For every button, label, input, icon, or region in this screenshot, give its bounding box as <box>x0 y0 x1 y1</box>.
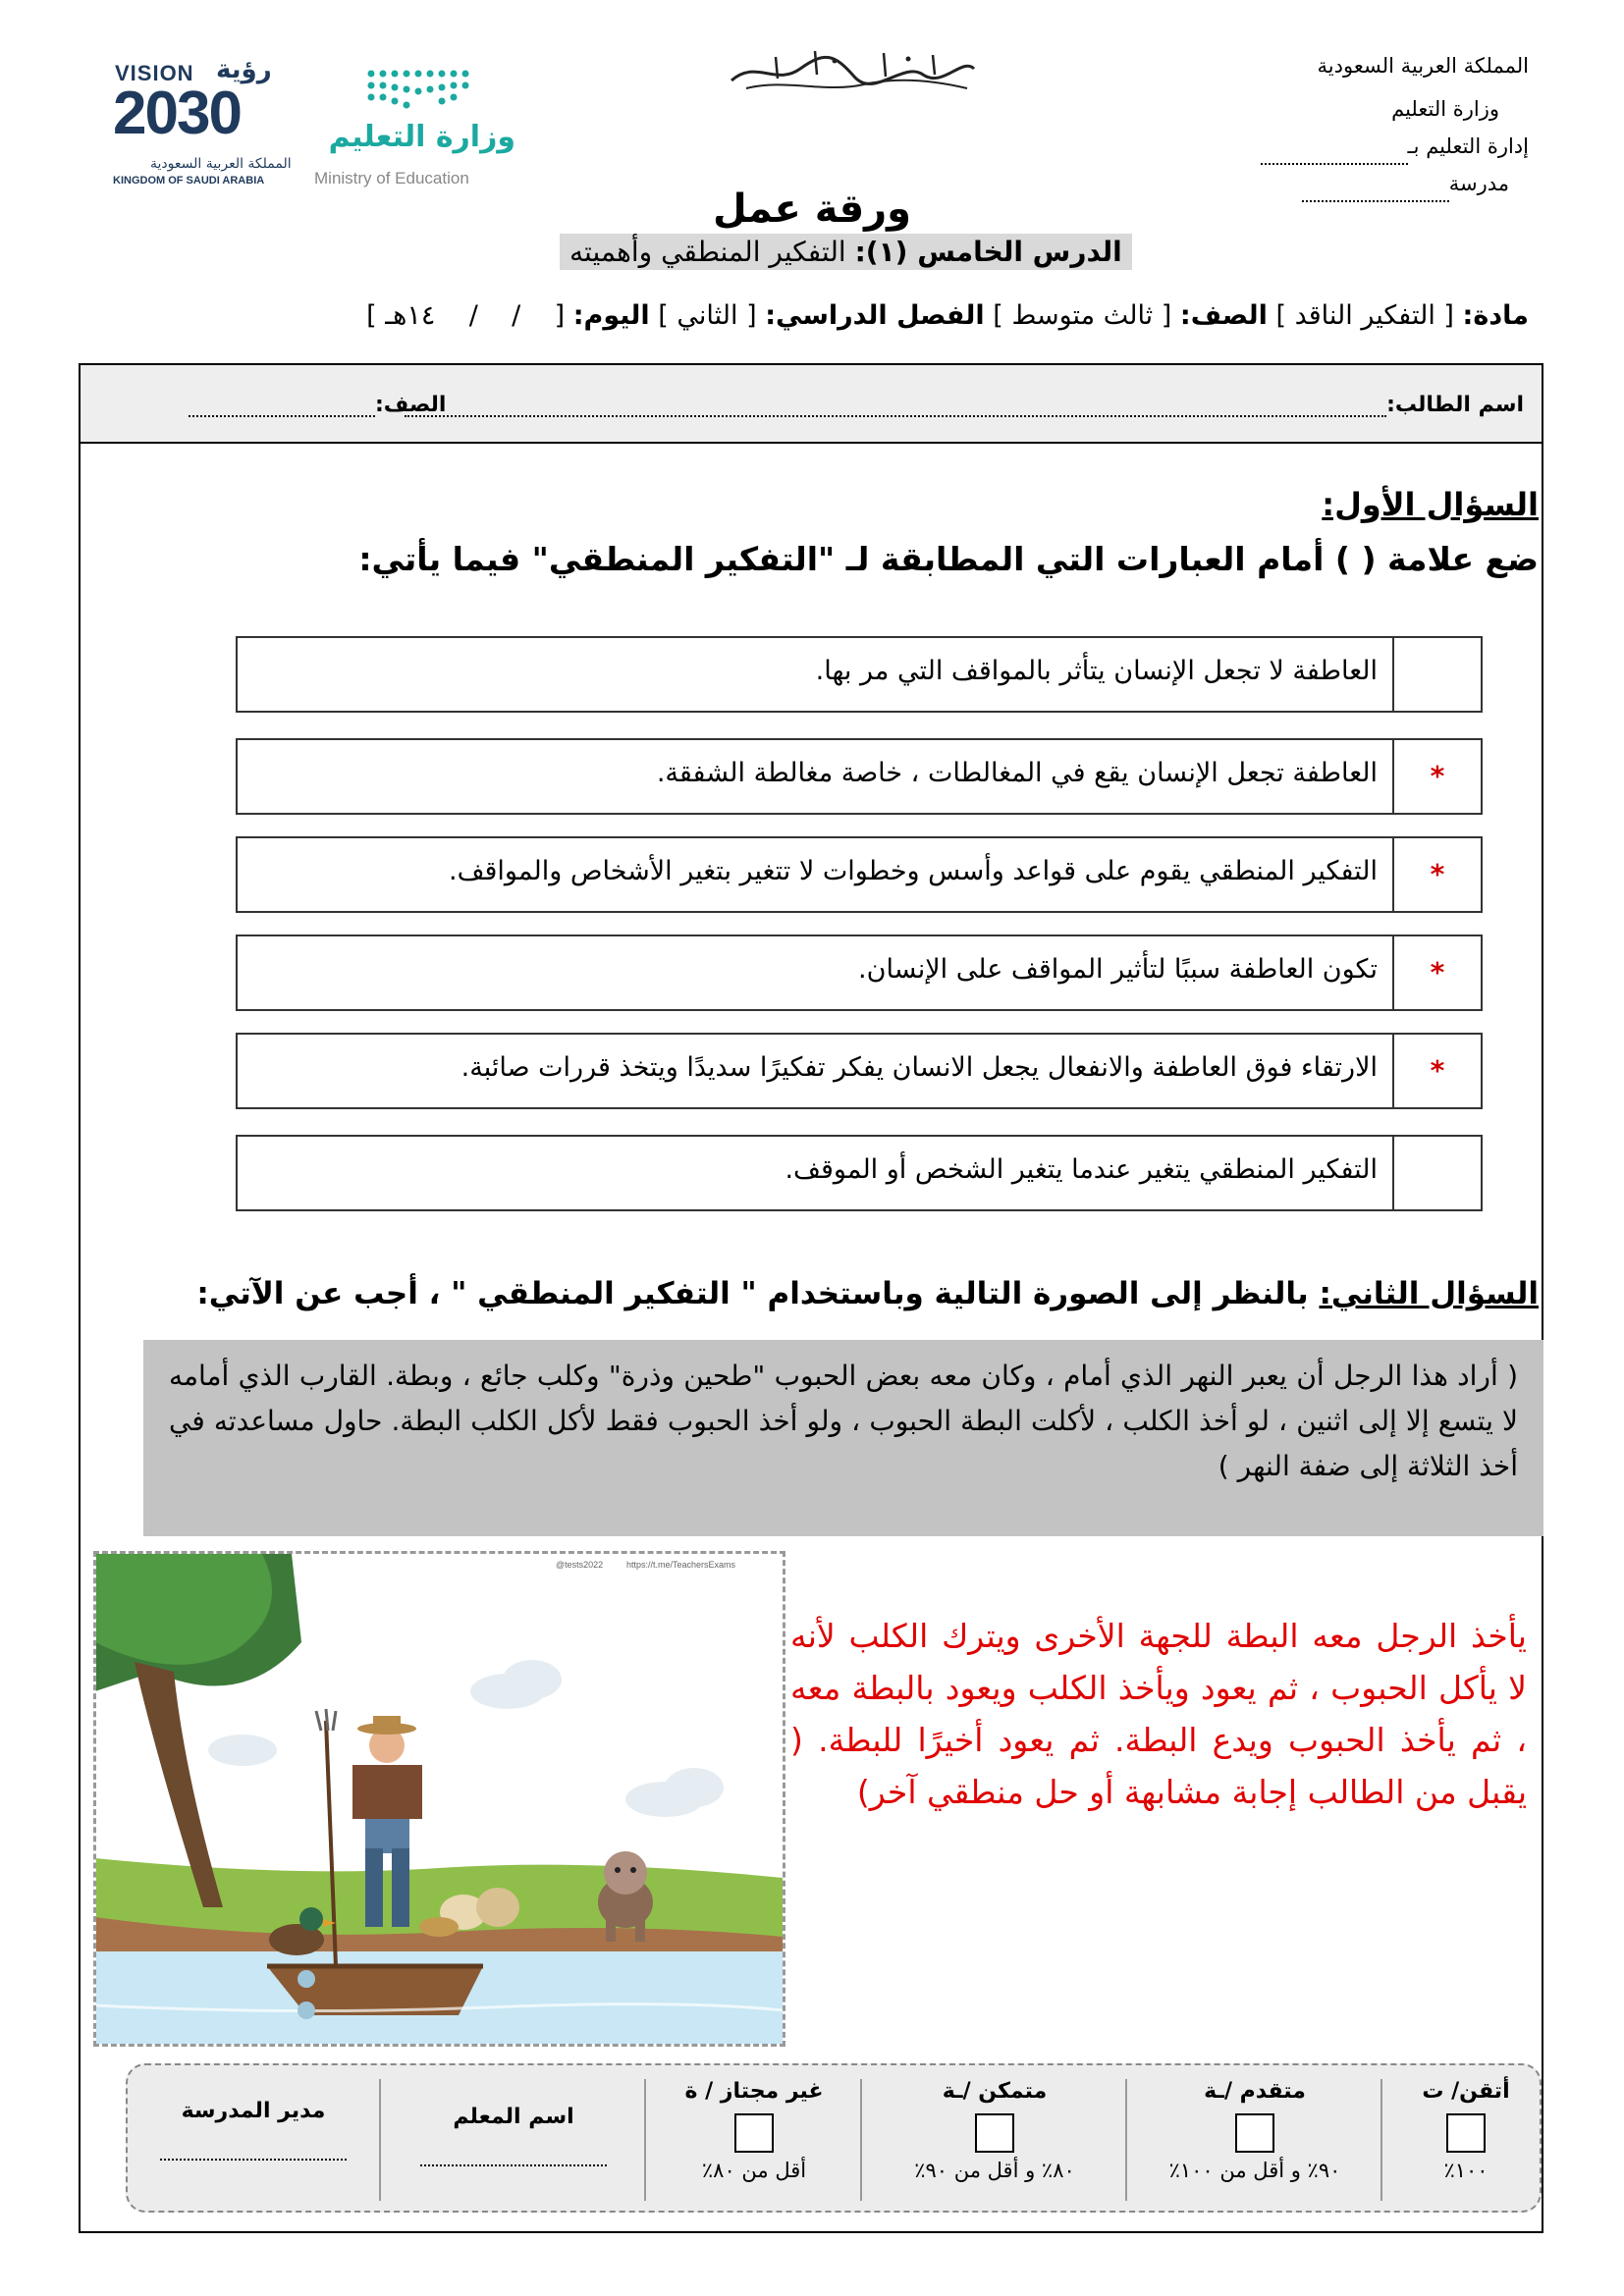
divider <box>644 2079 646 2201</box>
divider <box>1380 2079 1382 2201</box>
teacher-name <box>386 2065 641 2211</box>
student-name-field[interactable] <box>405 393 1524 417</box>
statement-text: التفكير المنطقي يقوم على قواعد وأسس وخطوات لا تتغير بتغير الأشخاص والمواقف. <box>448 856 1378 886</box>
statement-row <box>236 636 1483 713</box>
story-box: ( أراد هذا الرجل أن يعبر النهر الذي أمام ، وكان معه بعض الحبوب "طحين وذرة" وكلب جائع ، وبطة. القارب الذي أمامه لا يتسع إلا إلى اثنين ، لو أخذ الكلب ، لأكلت البطة الحبوب ، ولو أخذ الحبوب فقط لأكل الكلب البطة. حاول مساعدته في أخذ الثلاثة إلى ضفة النهر ) <box>143 1340 1543 1536</box>
grade-proficient-checkbox[interactable] <box>975 2113 1014 2153</box>
river-scene-icon <box>95 1554 783 2045</box>
grade-mastered <box>1392 2065 1540 2211</box>
statement-check-box[interactable]: * <box>1392 1035 1481 1107</box>
question1-title: السؤال الأول: <box>1322 486 1539 523</box>
statement-text: الارتقاء فوق العاطفة والانفعال يجعل الانسان يفكر تفكيرًا سديدًا ويتخذ قررات صائبة. <box>460 1052 1378 1083</box>
moe-english: Ministry of Education <box>314 169 469 187</box>
grade-proficient-range: ٨٠٪ و أقل من ٩٠٪ <box>914 2159 1075 2182</box>
divider <box>1125 2079 1127 2201</box>
statement-text: التفكير المنطقي يتغير عندما يتغير الشخص أو الموقف. <box>785 1154 1378 1185</box>
date-value: [ / / ١٤هـ ] <box>366 300 566 331</box>
grading-bar <box>126 2063 1542 2213</box>
question2-answer: يأخذ الرجل معه البطة للجهة الأخرى ويترك الكلب لأنه لا يأكل الحبوب ، ثم يعود ويأخذ الكلب ويعود بالبطة معه ، ثم يأخذ الحبوب ويدع البطة. ثم يعود أخيرًا للبطة. ( يقبل من الطالب إجابة مشابهة أو حل منطقي آخر) <box>790 1617 1527 1811</box>
river-crossing-illustration <box>93 1551 785 2047</box>
grade-value: [ ثالث متوسط ] <box>993 300 1172 331</box>
statement-check-box[interactable] <box>1392 638 1481 711</box>
question2-instruction: بالنظر إلى الصورة التالية وباستخدام " التفكير المنطقي " ، أجب عن الآتي: <box>196 1276 1309 1311</box>
statement-row <box>236 1135 1483 1211</box>
meta-line <box>366 300 1529 331</box>
question1-instruction: ضع علامة ( ) أمام العبارات التي المطابقة لـ "التفكير المنطقي" فيما يأتي: <box>358 540 1539 578</box>
grade-advanced <box>1132 2065 1378 2211</box>
grade-mastered-range: ١٠٠٪ <box>1443 2159 1489 2182</box>
term-label: الفصل الدراسي: <box>765 300 985 331</box>
statement-text: العاطفة تجعل الإنسان يقع في المغالطات ، خاصة مغالطة الشفقة. <box>656 758 1378 788</box>
grade-advanced-label: متقدم /ـة <box>1204 2079 1306 2104</box>
statement-text: تكون العاطفة سببًا لتأثير المواقف على الإنسان. <box>858 954 1378 985</box>
student-class-label: الصف: <box>375 393 447 417</box>
statement-row <box>236 738 1483 815</box>
student-name-label: اسم الطالب: <box>1386 393 1524 417</box>
term-value: [ الثاني ] <box>658 300 757 331</box>
subject-label: مادة: <box>1462 300 1529 331</box>
education-admin-field <box>1205 128 1529 165</box>
image-caption-link: https://t.me/TeachersExams <box>626 1560 736 1570</box>
statement-text: العاطفة لا تجعل الإنسان يتأثر بالمواقف التي مر بها. <box>815 656 1378 686</box>
page-title: ورقة عمل <box>712 187 912 232</box>
grade-not-passed-checkbox[interactable] <box>734 2113 774 2153</box>
basmala-calligraphy-icon <box>717 39 982 98</box>
vision-ksa-en: KINGDOM OF SAUDI ARABIA <box>113 175 265 187</box>
grade-not-passed-label: غير مجتاز / ة <box>684 2079 824 2104</box>
lesson-label: الدرس الخامس (١): <box>854 236 1122 268</box>
lesson-name: التفكير المنطقي وأهميته <box>569 236 846 268</box>
vision-arabic: رؤية <box>216 55 272 84</box>
grade-not-passed <box>651 2065 857 2211</box>
statement-check-box[interactable]: * <box>1392 838 1481 911</box>
principal-name-label: مدير المدرسة <box>181 2099 326 2123</box>
student-name-bar <box>81 365 1542 444</box>
kingdom-label: المملكة العربية السعودية <box>1317 54 1529 78</box>
ministry-label: وزارة التعليم <box>1391 97 1499 121</box>
moe-dots-icon <box>363 66 481 115</box>
grade-proficient <box>867 2065 1122 2211</box>
grade-proficient-label: متمكن /ـة <box>942 2079 1048 2104</box>
grade-advanced-range: ٩٠٪ و أقل من ١٠٠٪ <box>1168 2159 1341 2182</box>
teacher-name-line[interactable] <box>420 2164 607 2166</box>
school-label: مدرسة <box>1448 172 1509 195</box>
divider <box>379 2079 381 2201</box>
statement-check-box[interactable]: * <box>1392 740 1481 813</box>
question2-heading <box>196 1276 1539 1311</box>
statement-check-box[interactable] <box>1392 1137 1481 1209</box>
teacher-name-label: اسم المعلم <box>453 2105 574 2129</box>
lesson-title <box>560 234 1132 270</box>
principal-name <box>131 2065 376 2211</box>
student-class-field[interactable] <box>189 393 446 417</box>
statement-row <box>236 934 1483 1011</box>
grade-advanced-checkbox[interactable] <box>1235 2113 1274 2153</box>
basmala <box>717 39 982 98</box>
statement-row <box>236 1033 1483 1109</box>
divider <box>860 2079 862 2201</box>
grade-mastered-label: أتقن/ ت <box>1422 2079 1510 2104</box>
grade-not-passed-range: أقل من ٨٠٪ <box>701 2159 807 2182</box>
grade-label: الصف: <box>1179 300 1268 331</box>
vision-word: VISION <box>115 61 194 85</box>
vision-year: 2030 <box>113 80 241 147</box>
header-info <box>1205 47 1529 202</box>
question2-title: السؤال الثاني: <box>1319 1276 1539 1311</box>
vision-ksa-ar: المملكة العربية السعودية <box>150 156 292 172</box>
statement-check-box[interactable]: * <box>1392 936 1481 1009</box>
image-caption-handle: @tests2022 <box>556 1560 604 1570</box>
subject-value: [ التفكير الناقد ] <box>1275 300 1454 331</box>
grade-mastered-checkbox[interactable] <box>1446 2113 1486 2153</box>
moe-arabic: وزارة التعليم <box>328 120 515 154</box>
education-admin-label: إدارة التعليم بـ <box>1407 134 1529 158</box>
principal-name-line[interactable] <box>160 2159 347 2161</box>
day-label: اليوم: <box>572 300 650 331</box>
statement-row <box>236 836 1483 913</box>
